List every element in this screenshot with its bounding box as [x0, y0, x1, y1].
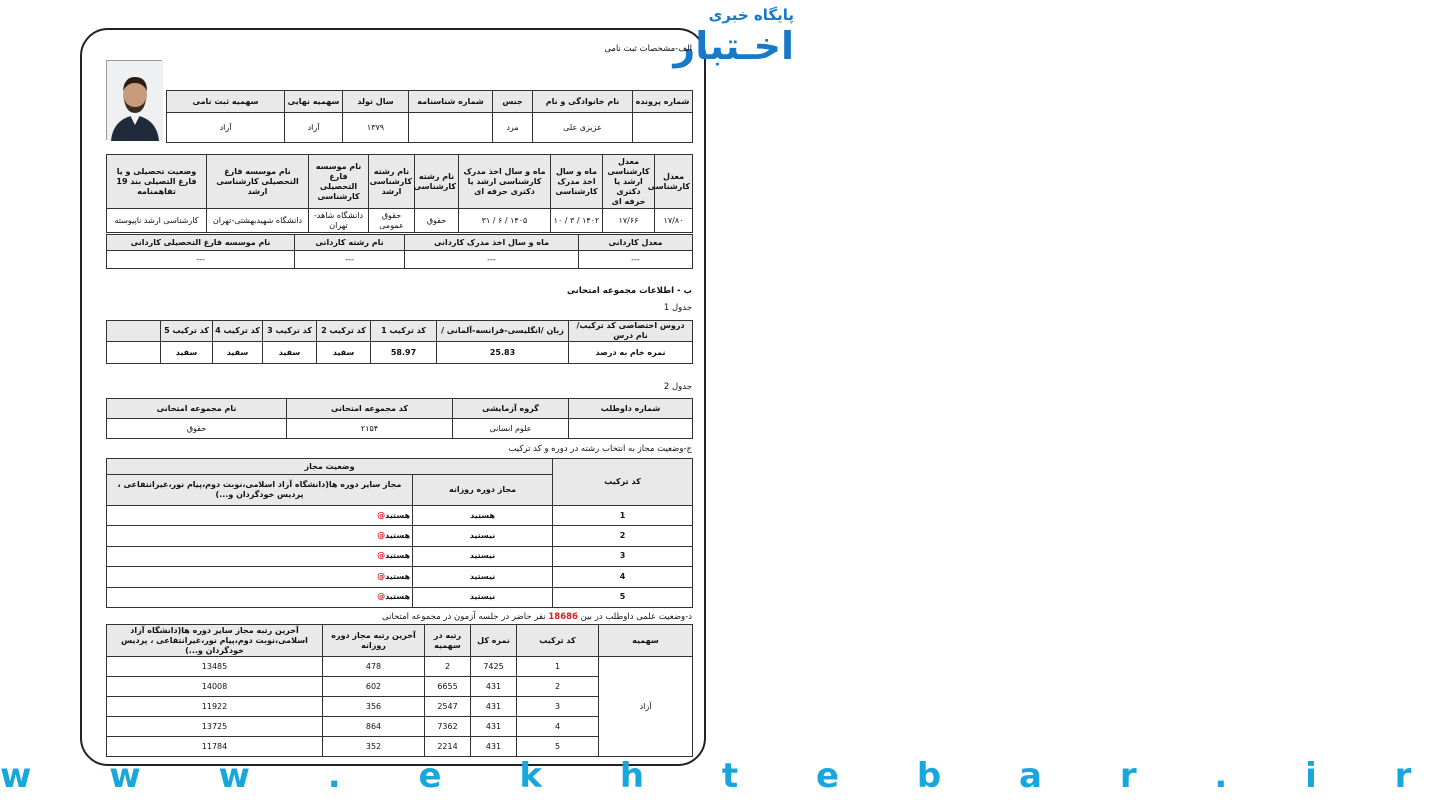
registered-quota-header: سهمیه ثبت نامی	[167, 91, 285, 113]
person-photo-icon	[107, 61, 163, 141]
day-status: هستید	[413, 505, 553, 525]
bachelor-field-value: حقوق	[415, 209, 459, 233]
other-status	[107, 526, 413, 546]
other-course-header: مجاز سایر دوره ها(دانشگاه آزاد اسلامی،نوبت دوم،پیام نور،غیرانتفاعی ، پردیس خودگردان و...)	[107, 475, 413, 506]
combo-code-header: کد ترکیب	[553, 459, 693, 506]
last-other-rank: 11784	[107, 737, 323, 757]
day-status: نیستید	[413, 567, 553, 587]
other-status-text: هستید	[385, 551, 411, 561]
other-status	[107, 505, 413, 525]
combo2-score: سفید	[317, 342, 371, 364]
ekhtebar-logo	[673, 6, 794, 84]
education-header-row	[107, 155, 693, 209]
associate-date-value: ---	[405, 251, 579, 269]
combo-code: 4	[517, 717, 599, 737]
exam-set-name-header: نام مجموعه امتحانی	[107, 399, 287, 419]
day-course-header: مجاز دوره روزانه	[413, 475, 553, 506]
combo-code-header: کد ترکیب	[517, 625, 599, 657]
combo3-header: کد ترکیب 3	[263, 321, 317, 342]
last-day-rank-header: آخرین رتبه مجاز دوره روزانه	[323, 625, 425, 657]
eligible-mark-icon: @	[377, 551, 386, 561]
test-group-header: گروه آزمایشی	[453, 399, 569, 419]
language-score: 25.83	[437, 342, 569, 364]
associate-header-row	[107, 235, 693, 251]
master-date-header: ماه و سال اخذ مدرک کارشناسی ارشد یا دکتری حرفه ای	[459, 155, 551, 209]
bachelor-date-header: ماه و سال اخذ مدرک کارشناسی	[551, 155, 603, 209]
ranking-header-row	[107, 625, 693, 657]
quota-rank: 2214	[425, 737, 471, 757]
birth-year-header: سال تولد	[343, 91, 409, 113]
master-field-value: حقوق عمومی	[369, 209, 415, 233]
registration-header-row	[167, 91, 693, 113]
quota-rank: 2	[425, 657, 471, 677]
combo5-score: سفید	[161, 342, 213, 364]
registered-quota-value: آزاد	[167, 113, 285, 143]
eligibility-header-row1	[107, 459, 693, 475]
associate-value-row	[107, 251, 693, 269]
day-status: نیستید	[413, 546, 553, 566]
logo-subtitle: پایگاه خبری	[708, 6, 794, 24]
full-name-header: نام خانوادگی و نام	[533, 91, 633, 113]
clause19-status-header: وضعیت تحصیلی و یا فارغ التصیلی بند 19 تفاهمنامه	[107, 155, 207, 209]
combo1-score: 58.97	[371, 342, 437, 364]
gender-value: مرد	[493, 113, 533, 143]
exam-set-code-value: ۲۱۵۴	[287, 419, 453, 439]
id-number-header: شماره شناسنامه	[409, 91, 493, 113]
ranking-row	[107, 657, 693, 677]
last-other-rank: 11922	[107, 697, 323, 717]
section-alef-title: الف-مشخصات ثبت نامی	[604, 44, 692, 54]
associate-gpa-value: ---	[579, 251, 693, 269]
eligibility-row	[107, 526, 693, 546]
ranking-table	[106, 624, 693, 757]
last-other-rank-header: آخرین رتبه مجاز سایر دوره ها(دانشگاه آزاد اسلامی،نوبت دوم،پیام نور،غیرانتفاعی ، پردیس خودگردان و...)	[107, 625, 323, 657]
combo-code: 2	[517, 677, 599, 697]
education-table	[106, 154, 693, 233]
bachelor-field-header: نام رشته کارشناسی	[415, 155, 459, 209]
quota-rank: 7362	[425, 717, 471, 737]
exam-set-code-header: کد مجموعه امتحانی	[287, 399, 453, 419]
combo-code: 5	[517, 737, 599, 757]
scores-value-row	[107, 342, 693, 364]
logo-title: اخـتبار	[673, 24, 794, 68]
combo1-header: کد ترکیب 1	[371, 321, 437, 342]
full-name-value: عزیزی علی	[533, 113, 633, 143]
eligibility-row	[107, 567, 693, 587]
master-institute-header: نام موسسه فارغ التحصیلی کارشناسی ارشد	[207, 155, 309, 209]
file-number-value	[633, 113, 693, 143]
bachelor-gpa-header: معدل کارشناسی	[655, 155, 693, 209]
candidate-number-header: شماره داوطلب	[569, 399, 693, 419]
bachelor-institute-header: نام موسسه فارغ التحصیلی کارشناسی	[309, 155, 369, 209]
exam-set-name-value: حقوق	[107, 419, 287, 439]
last-day-rank: 356	[323, 697, 425, 717]
section-be-title: ب - اطلاعات مجموعه امتحانی	[567, 286, 692, 296]
eligible-mark-icon: @	[377, 571, 386, 581]
last-day-rank: 352	[323, 737, 425, 757]
bachelor-gpa-value: ۱۷/۸۰	[655, 209, 693, 233]
combo-code: 5	[553, 587, 693, 607]
associate-date-header: ماه و سال اخذ مدرک کاردانی	[405, 235, 579, 251]
scores-header-row	[107, 321, 693, 342]
associate-institute-value: ---	[107, 251, 295, 269]
section-jim-title: ج-وضعیت مجاز به انتخاب رشته در دوره و کد ترکیب	[508, 444, 692, 454]
last-other-rank: 13485	[107, 657, 323, 677]
exam-scores-table	[106, 320, 693, 364]
combo3-score: سفید	[263, 342, 317, 364]
exam-group-header-row	[107, 399, 693, 419]
table1-caption: جدول 1	[663, 303, 692, 313]
bachelor-date-value: ۱۴۰۲ / ۳ / ۱۰	[551, 209, 603, 233]
applicant-photo	[106, 60, 162, 140]
combo4-header: کد ترکیب 4	[213, 321, 263, 342]
associate-field-value: ---	[295, 251, 405, 269]
last-day-rank: 864	[323, 717, 425, 737]
eligibility-row	[107, 587, 693, 607]
associate-degree-table	[106, 234, 693, 269]
file-number-header: شماره پرونده	[633, 91, 693, 113]
other-status-text: هستید	[385, 510, 411, 520]
quota-rank-header: رتبه در سهمیه	[425, 625, 471, 657]
eligibility-table	[106, 458, 693, 608]
total-score: 431	[471, 737, 517, 757]
master-gpa-header: معدل کارشناسی ارشد یا دکتری حرفه ای	[603, 155, 655, 209]
exam-group-value-row	[107, 419, 693, 439]
combo-code: 3	[517, 697, 599, 717]
dal-count: 18686	[548, 612, 578, 622]
dal-prefix: د-وضعیت علمی داوطلب در بین	[580, 612, 692, 622]
master-date-value: ۱۴۰۵ / ۶ / ۳۱	[459, 209, 551, 233]
combo5-header: کد ترکیب 5	[161, 321, 213, 342]
table2-caption: جدول 2	[663, 382, 692, 392]
final-quota-value: آزاد	[285, 113, 343, 143]
candidate-number-value	[569, 419, 693, 439]
other-status	[107, 567, 413, 587]
bachelor-institute-value: دانشگاه شاهد- تهران	[309, 209, 369, 233]
other-status-text: هستید	[385, 571, 411, 581]
website-url-watermark: w w w . e k h t e b a r . i r	[0, 756, 1444, 796]
exam-group-table	[106, 398, 693, 439]
master-field-header: نام رشته کارشناسی ارشد	[369, 155, 415, 209]
combo2-header: کد ترکیب 2	[317, 321, 371, 342]
eligible-mark-icon: @	[377, 592, 386, 602]
eligibility-group-header: وضعیت مجاز	[107, 459, 553, 475]
master-institute-value: دانشگاه شهیدبهشتی-تهران	[207, 209, 309, 233]
other-status-text: هستید	[385, 531, 411, 541]
associate-institute-header: نام موسسه فارغ التحصیلی کاردانی	[107, 235, 295, 251]
total-score: 7425	[471, 657, 517, 677]
last-other-rank: 13725	[107, 717, 323, 737]
raw-score-label: نمره خام به درصد	[569, 342, 693, 364]
other-status	[107, 587, 413, 607]
id-number-value	[409, 113, 493, 143]
eligibility-row	[107, 546, 693, 566]
eligible-mark-icon: @	[377, 531, 386, 541]
quota-rank: 2547	[425, 697, 471, 717]
associate-gpa-header: معدل کاردانی	[579, 235, 693, 251]
dal-suffix: نفر حاضر در جلسه آزمون در مجموعه امتحانی	[382, 612, 546, 622]
eligibility-row	[107, 505, 693, 525]
last-day-rank: 602	[323, 677, 425, 697]
quota-header: سهمیه	[599, 625, 693, 657]
quota-rank: 6655	[425, 677, 471, 697]
total-score: 431	[471, 697, 517, 717]
clause19-status-value: کارشناسی ارشد ناپیوسته	[107, 209, 207, 233]
section-dal-title	[382, 612, 692, 622]
subjects-header: دروس اختصاصی کد ترکیب/نام درس	[569, 321, 693, 342]
combo-code: 3	[553, 546, 693, 566]
eligible-mark-icon: @	[377, 510, 386, 520]
associate-field-header: نام رشته کاردانی	[295, 235, 405, 251]
combo-code: 1	[517, 657, 599, 677]
test-group-value: علوم انسانی	[453, 419, 569, 439]
quota-value: آزاد	[599, 657, 693, 757]
combo-code: 4	[553, 567, 693, 587]
final-quota-header: سهمیه نهایی	[285, 91, 343, 113]
combo4-score: سفید	[213, 342, 263, 364]
last-day-rank: 478	[323, 657, 425, 677]
education-value-row	[107, 209, 693, 233]
last-other-rank: 14008	[107, 677, 323, 697]
other-status	[107, 546, 413, 566]
master-gpa-value: ۱۷/۶۶	[603, 209, 655, 233]
other-status-text: هستید	[385, 592, 411, 602]
day-status: نیستید	[413, 526, 553, 546]
combo-code: 2	[553, 526, 693, 546]
birth-year-value: ۱۳۷۹	[343, 113, 409, 143]
combo-code: 1	[553, 505, 693, 525]
total-score-header: نمره کل	[471, 625, 517, 657]
day-status: نیستید	[413, 587, 553, 607]
language-header: زبان /انگلیسی-فرانسه-آلمانی /	[437, 321, 569, 342]
registration-value-row	[167, 113, 693, 143]
total-score: 431	[471, 677, 517, 697]
total-score: 431	[471, 717, 517, 737]
gender-header: جنس	[493, 91, 533, 113]
registration-table	[166, 90, 693, 143]
